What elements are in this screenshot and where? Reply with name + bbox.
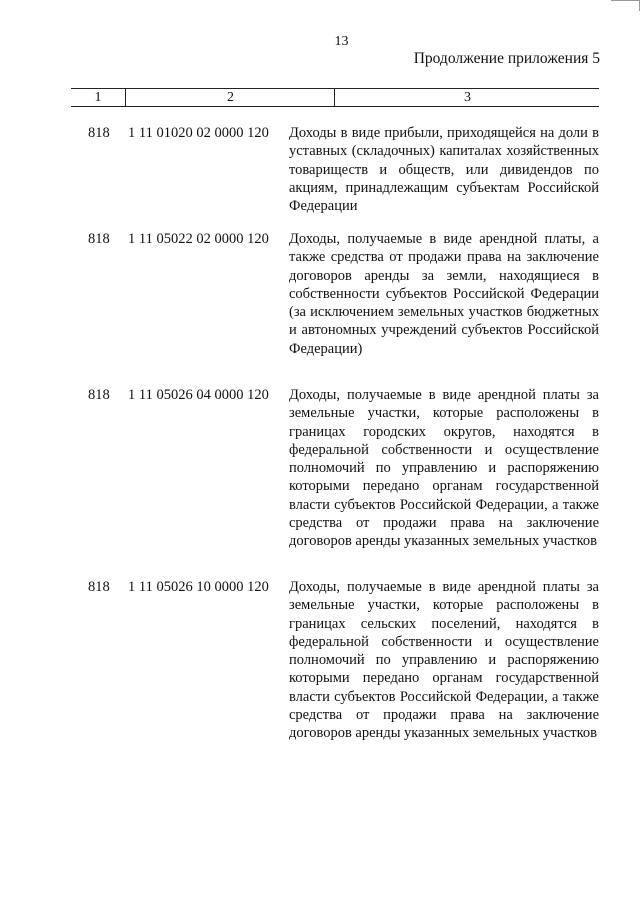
- admin-code-cell: 818: [88, 125, 110, 141]
- description-cell: Доходы, получаемые в виде арендной платы за земельные участки, которые расположены в границах сельских поселений, находятся в федеральной собственности и осуществление полномочий по управлению и распоряжению которыми передано органам государственной власти субъектов Российской Федерации, а также средства от продажи права на заключение договоров аренды указанных земельных участков: [289, 579, 599, 742]
- description-cell: Доходы в виде прибыли, приходящейся на доли в уставных (складочных) капиталах хозяйственных товариществ и обществ, или дивидендов по акциям, принадлежащим субъектам Российской Федерации: [289, 125, 599, 215]
- table-header-row: [71, 88, 599, 107]
- kbk-code-cell: 1 11 01020 02 0000 120: [128, 125, 269, 141]
- header-col-2: 2: [125, 89, 335, 106]
- admin-code-cell: 818: [88, 579, 110, 595]
- admin-code-cell: 818: [88, 387, 110, 403]
- description-cell: Доходы, получаемые в виде арендной платы за земельные участки, которые расположены в границах городских округов, находятся в федеральной собственности и осуществление полномочий по управлению и распоряжению которыми передано органам государственной власти субъектов Российской Федерации, а также средства от продажи права на заключение договоров аренды указанных земельных участков: [289, 387, 599, 550]
- kbk-code-cell: 1 11 05026 04 0000 120: [128, 387, 269, 403]
- kbk-code-cell: 1 11 05022 02 0000 120: [128, 231, 269, 247]
- appendix-continuation-caption: Продолжение приложения 5: [413, 50, 600, 67]
- page-corner-mark: [611, 0, 640, 11]
- kbk-code-cell: 1 11 05026 10 0000 120: [128, 579, 269, 595]
- description-cell: Доходы, получаемые в виде арендной платы, а также средства от продажи права на заключение договоров аренды за земли, находящиеся в собственности субъектов Российской Федерации (за исключением земельных участков бюджетных и автономных учреждений субъектов Российской Федерации): [289, 231, 599, 357]
- header-col-1: 1: [94, 90, 102, 105]
- admin-code-cell: 818: [88, 231, 110, 247]
- page-number: 13: [334, 34, 349, 49]
- header-col-3: 3: [334, 89, 600, 106]
